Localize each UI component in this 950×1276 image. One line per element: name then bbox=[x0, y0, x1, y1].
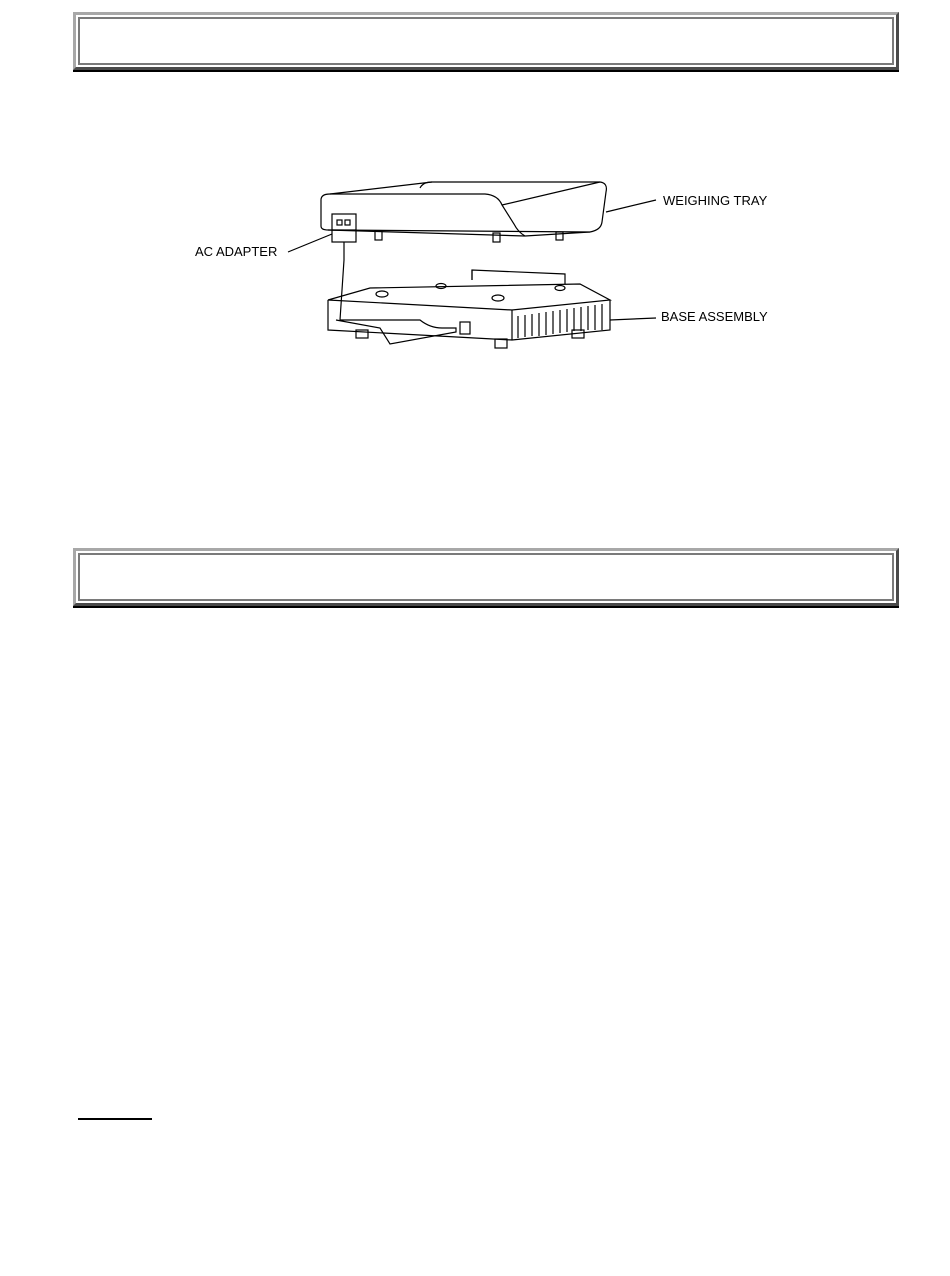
ac-adapter-leader bbox=[288, 234, 332, 252]
ac-adapter-drawing bbox=[332, 214, 356, 320]
ac-adapter-label: AC ADAPTER bbox=[195, 244, 278, 259]
base-assembly-label: BASE ASSEMBLY bbox=[661, 309, 768, 324]
scale-assembly-illustration bbox=[180, 170, 800, 370]
section-header-box-2 bbox=[73, 548, 899, 606]
base-assembly-drawing bbox=[328, 270, 610, 348]
base-assembly-leader bbox=[610, 318, 656, 320]
weighing-tray-drawing bbox=[321, 182, 606, 242]
note-underline bbox=[78, 1118, 152, 1120]
section-header-box-1 bbox=[73, 12, 899, 70]
weighing-tray-label: WEIGHING TRAY bbox=[663, 193, 768, 208]
weighing-tray-leader bbox=[606, 200, 656, 212]
